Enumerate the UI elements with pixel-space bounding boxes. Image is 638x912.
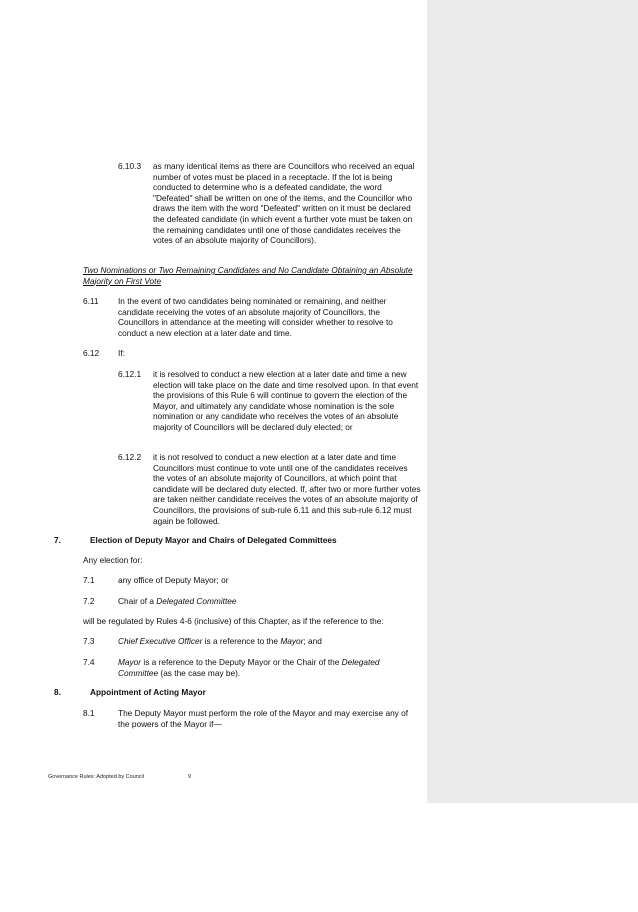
clause-text: Chief Executive Officer is a reference to the Mayor; and	[118, 636, 322, 646]
comment-margin	[427, 0, 638, 803]
clause-number: 6.12.1	[118, 369, 142, 379]
clause-text: If:	[118, 348, 125, 358]
clause-text: In the event of two candidates being nominated or remaining, and neither candidate receiving the votes of an absolute majority of Councillors, the Councillors in attendance at the meeting will consider whether to resolve to conduct a new election at a later date and time.	[118, 296, 393, 338]
clause-number: 7.2	[83, 596, 95, 606]
clause-text: as many identical items as there are Councillors who received an equal number of votes must be placed in a receptacle. If the lot is being conducted to determine who is a defeated candidate, the word "Defeated" shall be written on one of the items, and the Councillor who draws the item with the word "Defeated" written on it must be declared the defeated candidate (in which event a further vote must be taken on the remaining candidates until one of those candidates receives the votes of an absolute majority of Councillors).	[153, 161, 415, 246]
clause-number: 7.1	[83, 575, 95, 585]
section-number: 8.	[54, 687, 61, 697]
regulation-text: will be regulated by Rules 4-6 (inclusive) of this Chapter, as if the reference to the:	[83, 616, 384, 626]
clause-number: 6.10.3	[118, 161, 142, 171]
clause-text: any office of Deputy Mayor; or	[118, 575, 229, 585]
section-title: Election of Deputy Mayor and Chairs of Delegated Committees	[90, 535, 337, 545]
clause-text: it is not resolved to conduct a new election at a later date and time Councillors must continue to vote until one of the candidates receives the votes of an absolute majority of Councillors, at which point that candidate will be declared duty elected. If, after two or more further votes are taken neither candidate receives the votes of an absolute majority of Councillors, the provisions of sub-rule 6.11 and this sub-rule 6.12 must again be followed.	[153, 452, 421, 526]
clause-number: 6.12.2	[118, 452, 142, 462]
clause-text: Mayor is a reference to the Deputy Mayor or the Chair of the Delegated Committee (as the case may be).	[118, 657, 380, 678]
page-number: 9	[188, 774, 192, 780]
clause-text: The Deputy Mayor must perform the role of the Mayor and may exercise any of the powers of the Mayor if—	[118, 708, 409, 729]
clause-text: Chair of a Delegated Committee	[118, 596, 237, 606]
section-title: Appointment of Acting Mayor	[90, 687, 206, 697]
clause-number: 6.11	[83, 296, 99, 306]
clause-number: 7.3	[83, 636, 95, 646]
clause-text: it is resolved to conduct a new election at a later date and time a new election will take place on the date and time resolved upon. In that event the provisions of this Rule 6 will continue to govern the election of the Mayor, and ultimately any candidate whose nomination is the sole nomination or any candidate who receives the votes of an absolute majority of Councillors will be declared duly elected; or	[153, 369, 419, 432]
footer-title: Governance Rules: Adopted by Council	[48, 774, 145, 780]
section-subheading: Two Nominations or Two Remaining Candidates and No Candidate Obtaining an Absolute Majority on First Vote	[83, 265, 413, 286]
clause-number: 8.1	[83, 708, 95, 718]
section-intro: Any election for:	[83, 555, 143, 565]
clause-number: 7.4	[83, 657, 95, 667]
clause-number: 6.12	[83, 348, 100, 358]
section-number: 7.	[54, 535, 61, 545]
